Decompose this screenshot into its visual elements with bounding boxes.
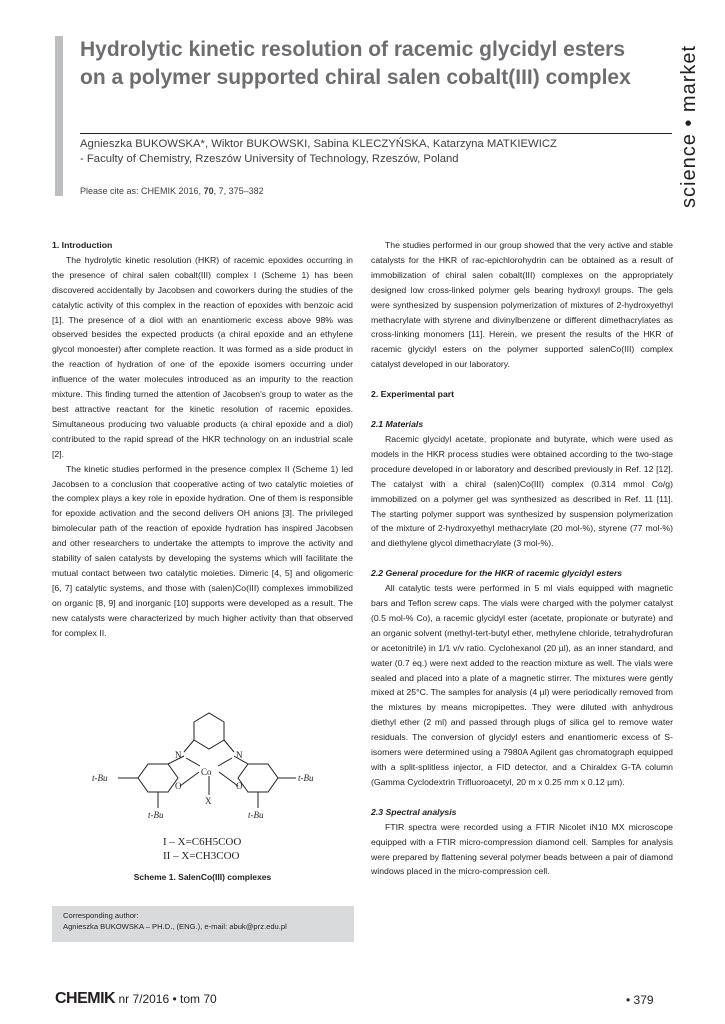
scheme-caption: Scheme 1. SalenCo(III) complexes <box>133 872 272 882</box>
subsection-heading-spectral: 2.3 Spectral analysis <box>371 806 457 817</box>
right-aryl-ring <box>238 764 278 792</box>
tbu-left-label: t-Bu <box>92 773 108 783</box>
oxygen-right-label: O <box>236 781 243 791</box>
paragraph: All catalytic tests were performed in 5 ml vials equipped with magnetic bars and Teflon screw caps. The vials were charged with the polymer catalyst (0.5 mol-% Co), a racemic glycidyl ester (acetate, propionate or butyrate) and an organic solvent (methyl-tert-butyl ether, methylene chloride, tetrahydrofuran or acetonitrile) in 1/1 v/v ratio. Cyclohexanol (20 µl), as an inner standard, and water (0.7 eq.) were next added to the reaction mixture as well. The vials were sealed and placed into a plate of a magnetic stirrer. The mixtures were gently mixed at 25°C. The samples for analysis (4 µl) were periodically removed from the mixtures by means micropipettes. They were diluted with anhydrous diethyl ether (2 ml) and passed through plugs of silica gel to remove water residuals. The conversion of glycidyl esters and enantiomeric excess of S-isomers were determined using a 7980A Agilent gas chromatograph equipped with a split-splitless injector, a FID detector, and a Chiraldex G-TA column (Gamma Cyclodextrin Trifluoroacetyl, 20 m x 0.25 mm x 0.12 µm). <box>371 583 673 787</box>
affiliation: - Faculty of Chemistry, Rzeszów University of Technology, Rzeszów, Poland <box>80 153 459 165</box>
right-column <box>371 238 673 879</box>
paragraph: FTIR spectra were recorded using a FTIR Nicolet iN10 MX microscope equipped with a FTIR micro-compression diamond cell. Samples for analysis were prepared by flattening several polymer beads between a pair of diamond windows placed in the micro-compression cell. <box>371 821 673 877</box>
header-rule <box>80 133 672 134</box>
spacer <box>371 402 673 417</box>
cite-suffix: , 7, 375–382 <box>213 186 264 196</box>
tbu-bottom-left-label: t-Bu <box>148 810 164 820</box>
spacer <box>371 790 673 805</box>
paragraph: The hydrolytic kinetic resolution (HKR) of racemic epoxides occurring in the presence of chiral salen cobalt(III) complex I (Scheme 1) has been discovered accidentally by Jacobsen and coworkers during the studies of the catalytic activity of this complex in the reaction of epoxides with benzoic acid [1]. The presence of a diol with an enantiomeric excess above 98% was observed besides the expected products (a chiral epoxide and an ethylene glycol monoester) after complete reaction. It was formed as a side product in the reaction of hydration of one of the epoxide isomers occurring under influence of the water molecules introduced as an impurity to the reaction mixture. This finding turned the attention of Jacobsen's group to water as the best attractive reactant for the kinetic resolution of racemic epoxides. Simultaneous producing two valuable products (a chiral epoxide and a diol) contributed to the rapid spread of the HKR technology on an industrial scale [2]. <box>52 254 353 459</box>
issue-info: nr 7/2016 • tom 70 <box>115 992 217 1006</box>
salen-structure-drawing <box>88 700 328 870</box>
citation-line <box>80 186 264 196</box>
tbu-bottom-right-label: t-Bu <box>248 810 264 820</box>
nitrogen-right-label: N <box>236 750 243 760</box>
subsection-heading-procedure: 2.2 General procedure for the HKR of racemic glycidyl esters <box>371 568 623 579</box>
corresponding-author-box <box>52 906 354 942</box>
spacer <box>371 551 673 566</box>
title-accent-bar <box>55 36 63 196</box>
complex-ii-label: II – X=CH3COO <box>163 850 240 862</box>
page-number: • 379 <box>626 993 654 1007</box>
author-block <box>80 137 680 167</box>
author-list: Agnieszka BUKOWSKA*, Wiktor BUKOWSKI, Sabina KLECZYŃSKA, Katarzyna MATKIEWICZ <box>80 138 557 150</box>
complex-i-label: I – X=C6H5COO <box>163 836 242 848</box>
cyclohexane-ring <box>194 713 224 749</box>
corresponding-author-text: Agnieszka BUKOWSKA – PH.D., (ENG.), e-mail: abuk@prz.edu.pl <box>63 922 287 931</box>
oxygen-left-label: O <box>175 781 182 791</box>
side-label-text: science • market <box>678 44 700 208</box>
tbu-right-label: t-Bu <box>298 773 314 783</box>
paragraph: The kinetic studies performed in the presence complex II (Scheme 1) led Jacobsen to a conclusion that cooperative acting of two catalytic moieties of the complex plays a key role in epoxide hydration. One of them is responsible for epoxide activation and the second delivers OH anions [3]. The privileged bimolecular path of the reaction of epoxide hydration has inspired Jacobsen and other researchers to undertake the attempts to improve the activity and stability of salen catalysts by developing the systems which will facilitate the mutual contact between two catalytic moieties. Dimeric [4, 5] and oligomeric [6, 7] catalytic systems, and those with (salen)Co(III) complexes immobilized on organic [8, 9] and inorganic [10] supports were developed as a result. The new catalysts were characterized by much higher activity than that observed for complex II. <box>52 463 353 638</box>
section-side-label <box>672 30 702 210</box>
left-column <box>52 238 353 640</box>
subsection-heading-materials: 2.1 Materials <box>371 419 424 430</box>
cobalt-label: Co <box>201 767 212 777</box>
x-ligand-label: X <box>205 796 212 806</box>
left-aryl-ring <box>138 764 178 792</box>
article-title: Hydrolytic kinetic resolution of racemic glycidyl esters on a polymer supported chiral salen cobalt(III) complex <box>80 38 631 89</box>
nitrogen-left-label: N <box>175 750 182 760</box>
paragraph: Racemic glycidyl acetate, propionate and butyrate, which were used as models in the HKR process studies were obtained according to the two-stage procedure developed in or laboratory and described previously in Ref. 12 [12]. The catalyst with a chiral (salen)Co(III) complex (0.314 mmol Co/g) immobilized on a polymer gel was synthesized as described in Ref. 11 [11]. The starting polymer support was synthesized by suspension polymerization of the mixture of 2-hydroxyethyl methacrylate (20 mol-%), styrene (77 mol-%) and diethylene glycol dimethacrylate (3 mol-%). <box>371 433 673 549</box>
footer-journal <box>55 990 217 1008</box>
section-heading-introduction: 1. Introduction <box>52 240 113 250</box>
journal-logo: CHEMIK <box>55 990 116 1007</box>
cite-volume: 70 <box>203 186 214 196</box>
corresponding-author-label: Corresponding author: <box>63 911 139 920</box>
scheme-1-structure <box>88 700 328 870</box>
cite-prefix: Please cite as: CHEMIK 2016, <box>80 186 204 196</box>
section-heading-experimental: 2. Experimental part <box>371 389 455 400</box>
paragraph: The studies performed in our group showed that the very active and stable catalysts for the HKR of rac-epichlorohydrin can be obtained as a result of immobilization of chiral salen cobalt(III) complexes on the appropriately designed low cross-linked polymer gels bearing hydroxyl groups. The gels were synthesized by suspension polymerization of mixtures of 2-hydroxyethyl methacrylate with styrene and divinylbenzene or different dimethacrylates as cross-linking monomers [11]. Herein, we present the results of the HKR of racemic glycidyl esters on the polymer supported salenCo(III) complex catalyst developed in our laboratory. <box>371 240 673 370</box>
spacer <box>371 372 673 387</box>
